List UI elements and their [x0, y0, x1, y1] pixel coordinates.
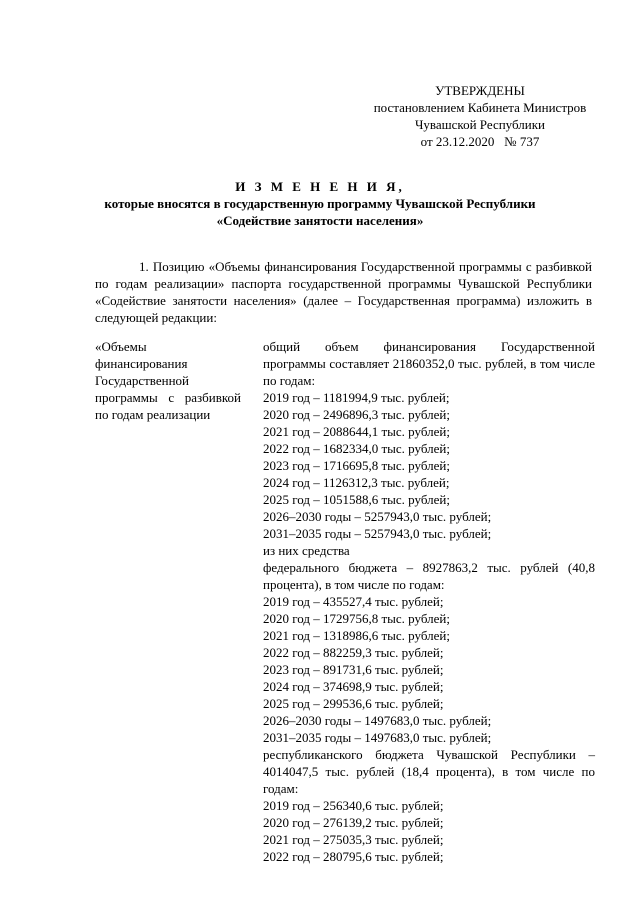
heading-subtitle-1: которые вносятся в государственную программу Чувашской Республики	[104, 196, 536, 211]
list-item: 2023 год – 1716695,8 тыс. рублей;	[263, 458, 450, 473]
position-label: «Объемы финансирования Государственной программы с разбивкой по годам реализации	[95, 339, 241, 422]
total-years-list	[263, 389, 595, 542]
from-them-text: из них средства	[263, 543, 350, 558]
heading-title: И З М Е Н Е Н И Я,	[235, 179, 405, 194]
total-text: общий объем финансирования Государственной программы составляет 21860352,0 тыс. рублей, в том числе по годам:	[263, 339, 595, 388]
republic-text: республиканского бюджета Чувашской Республики – 4014047,5 тыс. рублей (18,4 процента), в том числе по годам:	[263, 747, 595, 796]
list-item: 2021 год – 2088644,1 тыс. рублей;	[263, 424, 450, 439]
list-item: 2021 год – 275035,3 тыс. рублей;	[263, 832, 444, 847]
list-item: 2022 год – 1682334,0 тыс. рублей;	[263, 441, 450, 456]
list-item: 2024 год – 1126312,3 тыс. рублей;	[263, 475, 450, 490]
federal-text: федерального бюджета – 8927863,2 тыс. рублей (40,8 процента), в том числе по годам:	[263, 560, 595, 592]
list-item: 2031–2035 годы – 5257943,0 тыс. рублей;	[263, 526, 492, 541]
list-item: 2020 год – 1729756,8 тыс. рублей;	[263, 611, 450, 626]
list-item: 2023 год – 891731,6 тыс. рублей;	[263, 662, 444, 677]
list-item: 2021 год – 1318986,6 тыс. рублей;	[263, 628, 450, 643]
list-item: 2022 год – 280795,6 тыс. рублей;	[263, 849, 444, 864]
list-item: 2025 год – 1051588,6 тыс. рублей;	[263, 492, 450, 507]
heading-subtitle-2: «Содействие занятости населения»	[216, 213, 424, 228]
list-item: 2019 год – 1181994,9 тыс. рублей;	[263, 390, 450, 405]
intro-text: 1. Позицию «Объемы финансирования Государственной программы с разбивкой по годам реализации» паспорта государственной программы Чувашской Республики «Содействие занятости населения» (далее – Государственная программа) изложить в следующей редакции:	[95, 259, 592, 325]
list-item: 2019 год – 435527,4 тыс. рублей;	[263, 594, 444, 609]
approval-title: УТВЕРЖДЕНЫ	[435, 83, 525, 98]
approval-block	[360, 82, 600, 150]
list-item: 2031–2035 годы – 1497683,0 тыс. рублей;	[263, 730, 492, 745]
position-content	[263, 338, 595, 865]
document-heading	[0, 178, 640, 229]
approval-line-1: постановлением Кабинета Министров	[373, 100, 587, 115]
list-item: 2019 год – 256340,6 тыс. рублей;	[263, 798, 444, 813]
federal-years-list	[263, 593, 595, 746]
approval-line-2: Чувашской Республики	[414, 117, 546, 132]
list-item: 2020 год – 276139,2 тыс. рублей;	[263, 815, 444, 830]
republic-years-list	[263, 797, 595, 865]
list-item: 2026–2030 годы – 1497683,0 тыс. рублей;	[263, 713, 492, 728]
list-item: 2020 год – 2496896,3 тыс. рублей;	[263, 407, 450, 422]
list-item: 2025 год – 299536,6 тыс. рублей;	[263, 696, 444, 711]
approval-line-3: от 23.12.2020 № 737	[420, 134, 540, 149]
list-item: 2024 год – 374698,9 тыс. рублей;	[263, 679, 444, 694]
list-item: 2022 год – 882259,3 тыс. рублей;	[263, 645, 444, 660]
intro-paragraph	[95, 258, 592, 326]
list-item: 2026–2030 годы – 5257943,0 тыс. рублей;	[263, 509, 492, 524]
